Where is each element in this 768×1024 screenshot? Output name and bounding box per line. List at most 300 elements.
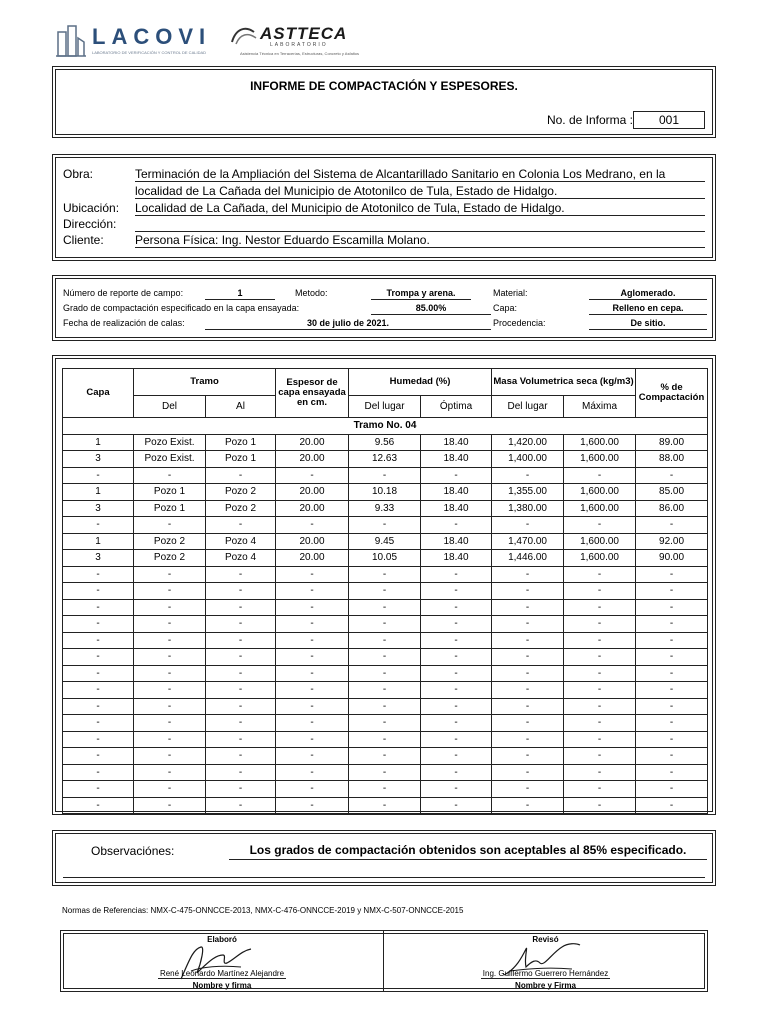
cell-hum-optima: - — [421, 616, 492, 633]
header-masa-del-lugar: Del lugar — [492, 396, 564, 418]
elaboro-label: Elaboró — [207, 935, 237, 944]
cell-espesor: 20.00 — [276, 500, 349, 517]
cell-masa-del-lugar: - — [492, 632, 564, 649]
cell-hum-del-lugar: - — [349, 599, 421, 616]
cell-hum-optima: - — [421, 665, 492, 682]
cell-hum-optima: - — [421, 599, 492, 616]
cell-compactacion: - — [636, 616, 708, 633]
cell-espesor: - — [276, 698, 349, 715]
header-logos — [56, 16, 386, 60]
cell-hum-del-lugar: - — [349, 566, 421, 583]
title-section — [52, 66, 716, 138]
cell-masa-del-lugar: - — [492, 599, 564, 616]
cell-capa: - — [63, 665, 134, 682]
cell-hum-del-lugar: 10.05 — [349, 550, 421, 567]
cell-hum-del-lugar: - — [349, 517, 421, 534]
reviso-name: Ing. Guillermo Guerrero Hernández — [482, 969, 609, 978]
table-row — [63, 484, 708, 501]
cell-hum-del-lugar: - — [349, 764, 421, 781]
cell-masa-maxima: - — [564, 682, 636, 699]
cell-masa-del-lugar: - — [492, 566, 564, 583]
reviso-subtitle: Nombre y Firma — [515, 981, 576, 990]
cell-del: - — [134, 715, 206, 732]
cell-hum-optima: 18.40 — [421, 451, 492, 468]
cell-del: - — [134, 632, 206, 649]
cell-del: - — [134, 764, 206, 781]
cell-compactacion: 88.00 — [636, 451, 708, 468]
cell-del: Pozo 1 — [134, 484, 206, 501]
cell-espesor: - — [276, 682, 349, 699]
cell-espesor: - — [276, 517, 349, 534]
cell-espesor: - — [276, 715, 349, 732]
cell-al: Pozo 2 — [206, 500, 276, 517]
cell-hum-optima: - — [421, 649, 492, 666]
cell-masa-del-lugar: - — [492, 764, 564, 781]
cell-compactacion: - — [636, 698, 708, 715]
cell-hum-optima: - — [421, 715, 492, 732]
elaboro-subtitle: Nombre y firma — [192, 981, 252, 990]
cell-compactacion: 92.00 — [636, 533, 708, 550]
cell-hum-del-lugar: - — [349, 748, 421, 765]
cell-espesor: - — [276, 632, 349, 649]
cell-espesor: - — [276, 583, 349, 600]
cell-hum-del-lugar: 12.63 — [349, 451, 421, 468]
cell-del: Pozo 2 — [134, 550, 206, 567]
fecha-label: Fecha de realización de calas: — [63, 318, 185, 328]
cell-del: - — [134, 616, 206, 633]
cell-hum-del-lugar: - — [349, 797, 421, 814]
cell-hum-optima: - — [421, 517, 492, 534]
reporte-campo-value: 1 — [205, 288, 275, 300]
cell-al: Pozo 2 — [206, 484, 276, 501]
cell-al: - — [206, 748, 276, 765]
asttec-lab-label: LABORATORIO — [270, 42, 328, 48]
header-masa: Masa Volumetrica seca (kg/m3) — [492, 369, 636, 396]
elaboro-signature-line — [158, 978, 287, 979]
table-row — [63, 550, 708, 567]
cell-al: - — [206, 566, 276, 583]
table-row — [63, 731, 708, 748]
cell-masa-maxima: 1,600.00 — [564, 451, 636, 468]
cell-del: - — [134, 665, 206, 682]
header-compactacion: % de Compactación — [636, 369, 708, 418]
cell-hum-optima: - — [421, 566, 492, 583]
cell-hum-del-lugar: - — [349, 616, 421, 633]
field-info-section — [52, 275, 716, 341]
cell-hum-optima: - — [421, 781, 492, 798]
cell-compactacion: - — [636, 599, 708, 616]
cell-capa: - — [63, 764, 134, 781]
table-row — [63, 715, 708, 732]
table-row — [63, 764, 708, 781]
cell-capa: - — [63, 616, 134, 633]
cell-masa-maxima: - — [564, 731, 636, 748]
capa-value: Relleno en cepa. — [589, 303, 707, 315]
material-label: Material: — [493, 288, 528, 298]
lacovi-subtitle: LABORATORIO DE VERIFICACIÓN Y CONTROL DE CALIDAD — [92, 50, 207, 55]
cell-hum-optima: - — [421, 731, 492, 748]
observations-label: Observaciónes: — [91, 844, 175, 858]
cell-del: - — [134, 748, 206, 765]
cell-del: - — [134, 649, 206, 666]
cell-masa-maxima: 1,600.00 — [564, 533, 636, 550]
cell-espesor: - — [276, 764, 349, 781]
cell-capa: 1 — [63, 533, 134, 550]
cell-masa-maxima: - — [564, 616, 636, 633]
cell-del: - — [134, 797, 206, 814]
cell-del: - — [134, 583, 206, 600]
cell-espesor: - — [276, 616, 349, 633]
normas-reference: Normas de Referencias: NMX-C-475-ONNCCE-2013, NMX-C-476-ONNCCE-2019 y NMX-C-507-ONNCCE-2015 — [62, 906, 464, 915]
direccion-underline — [135, 231, 705, 232]
cell-del: - — [134, 599, 206, 616]
cell-al: - — [206, 797, 276, 814]
cell-compactacion: - — [636, 715, 708, 732]
cell-capa: 3 — [63, 451, 134, 468]
table-row — [63, 434, 708, 451]
cell-capa: - — [63, 599, 134, 616]
cell-compactacion: 85.00 — [636, 484, 708, 501]
cell-masa-del-lugar: - — [492, 583, 564, 600]
cell-espesor: 20.00 — [276, 434, 349, 451]
informe-number-label: No. de Informa : — [546, 113, 633, 127]
cell-del: - — [134, 467, 206, 484]
cell-masa-maxima: 1,600.00 — [564, 500, 636, 517]
cell-al: - — [206, 583, 276, 600]
table-row — [63, 599, 708, 616]
cell-masa-del-lugar: - — [492, 665, 564, 682]
cell-capa: - — [63, 583, 134, 600]
cell-hum-del-lugar: 9.56 — [349, 434, 421, 451]
cell-espesor: 20.00 — [276, 451, 349, 468]
cell-espesor: - — [276, 649, 349, 666]
cell-capa: - — [63, 566, 134, 583]
header-al: Al — [206, 396, 276, 418]
material-value: Aglomerado. — [589, 288, 707, 300]
cell-al: - — [206, 781, 276, 798]
cell-hum-optima: 18.40 — [421, 550, 492, 567]
obra-label: Obra: — [63, 167, 94, 181]
cell-compactacion: - — [636, 467, 708, 484]
cell-masa-maxima: - — [564, 748, 636, 765]
ubicacion-underline — [135, 215, 705, 216]
cell-masa-del-lugar: 1,400.00 — [492, 451, 564, 468]
table-row — [63, 566, 708, 583]
asttec-logo — [230, 20, 386, 60]
cell-al: Pozo 1 — [206, 451, 276, 468]
cell-hum-optima: - — [421, 748, 492, 765]
cell-masa-maxima: - — [564, 583, 636, 600]
cell-masa-del-lugar: - — [492, 616, 564, 633]
lacovi-wordmark: LACOVI — [92, 24, 212, 49]
cell-hum-optima: - — [421, 797, 492, 814]
cell-capa: 3 — [63, 550, 134, 567]
cell-compactacion: - — [636, 748, 708, 765]
cell-capa: - — [63, 781, 134, 798]
obra-value-line1: Terminación de la Ampliación del Sistema de Alcantarillado Sanitario en Colonia Los Medrano, en la — [135, 167, 666, 181]
cell-masa-del-lugar: - — [492, 467, 564, 484]
cell-masa-del-lugar: - — [492, 649, 564, 666]
cell-espesor: - — [276, 797, 349, 814]
compaction-table — [62, 368, 708, 814]
table-row — [63, 517, 708, 534]
cell-del: - — [134, 698, 206, 715]
cell-masa-maxima: 1,600.00 — [564, 484, 636, 501]
cell-espesor: 20.00 — [276, 533, 349, 550]
cell-compactacion: - — [636, 583, 708, 600]
cell-masa-del-lugar: 1,355.00 — [492, 484, 564, 501]
cell-masa-maxima: - — [564, 517, 636, 534]
cell-hum-del-lugar: - — [349, 632, 421, 649]
cell-hum-del-lugar: 9.45 — [349, 533, 421, 550]
cell-masa-maxima: - — [564, 649, 636, 666]
cell-hum-del-lugar: - — [349, 781, 421, 798]
cliente-value: Persona Física: Ing. Nestor Eduardo Escamilla Molano. — [135, 233, 430, 247]
header-capa: Capa — [63, 369, 134, 418]
cell-hum-optima: - — [421, 583, 492, 600]
cell-masa-del-lugar: 1,380.00 — [492, 500, 564, 517]
table-row — [63, 698, 708, 715]
metodo-value: Trompa y arena. — [371, 288, 471, 300]
cell-al: - — [206, 698, 276, 715]
informe-number-value: 001 — [633, 111, 705, 129]
cell-hum-optima: - — [421, 698, 492, 715]
table-row — [63, 781, 708, 798]
cell-hum-optima: 18.40 — [421, 484, 492, 501]
cell-masa-del-lugar: - — [492, 682, 564, 699]
lacovi-logo — [56, 18, 216, 58]
cell-del: Pozo Exist. — [134, 451, 206, 468]
header-humedad: Humedad (%) — [349, 369, 492, 396]
cell-al: Pozo 1 — [206, 434, 276, 451]
cell-compactacion: - — [636, 682, 708, 699]
cell-al: - — [206, 632, 276, 649]
cell-al: - — [206, 715, 276, 732]
procedencia-value: De sitio. — [589, 318, 707, 330]
cell-espesor: - — [276, 467, 349, 484]
cell-del: - — [134, 682, 206, 699]
obra-underline-1 — [135, 181, 705, 182]
cell-masa-del-lugar: - — [492, 698, 564, 715]
cell-hum-optima: - — [421, 467, 492, 484]
cell-capa: - — [63, 467, 134, 484]
elaboro-column — [61, 931, 384, 991]
cell-capa: - — [63, 698, 134, 715]
observations-section — [52, 830, 716, 886]
asttec-subtitle: Asistencia Técnica en Terracerías, Estructuras, Concreto y Asfaltos — [240, 51, 360, 56]
cell-compactacion: - — [636, 665, 708, 682]
header-tramo: Tramo — [134, 369, 276, 396]
lacovi-building-icon — [56, 22, 86, 58]
cell-espesor: - — [276, 599, 349, 616]
cell-hum-del-lugar: - — [349, 731, 421, 748]
ubicacion-value: Localidad de La Cañada, del Municipio de Atotonilco de Tula, Estado de Hidalgo. — [135, 201, 565, 215]
cell-al: - — [206, 616, 276, 633]
direccion-label: Dirección: — [63, 217, 117, 231]
cell-compactacion: 90.00 — [636, 550, 708, 567]
table-row — [63, 616, 708, 633]
cell-masa-del-lugar: - — [492, 715, 564, 732]
cell-espesor: - — [276, 665, 349, 682]
signatures-section — [60, 930, 708, 992]
procedencia-label: Procedencia: — [493, 318, 546, 328]
cell-compactacion: - — [636, 781, 708, 798]
reviso-signature-line — [481, 978, 610, 979]
cell-del: Pozo 2 — [134, 533, 206, 550]
cell-masa-maxima: 1,600.00 — [564, 434, 636, 451]
cell-hum-del-lugar: 10.18 — [349, 484, 421, 501]
header-del: Del — [134, 396, 206, 418]
table-row — [63, 451, 708, 468]
cliente-underline — [135, 247, 705, 248]
cell-hum-optima: - — [421, 682, 492, 699]
cell-masa-del-lugar: 1,420.00 — [492, 434, 564, 451]
cell-compactacion: - — [636, 632, 708, 649]
cell-del: - — [134, 517, 206, 534]
fecha-value: 30 de julio de 2021. — [205, 318, 491, 330]
cell-capa: - — [63, 632, 134, 649]
cell-capa: - — [63, 797, 134, 814]
header-hum-del-lugar: Del lugar — [349, 396, 421, 418]
cell-masa-maxima: - — [564, 566, 636, 583]
cell-masa-maxima: - — [564, 698, 636, 715]
cell-compactacion: - — [636, 566, 708, 583]
cell-espesor: - — [276, 566, 349, 583]
project-info-section — [52, 154, 716, 261]
grado-value: 85.00% — [371, 303, 491, 315]
table-row — [63, 665, 708, 682]
cell-capa: - — [63, 517, 134, 534]
metodo-label: Metodo: — [295, 288, 328, 298]
cell-al: - — [206, 731, 276, 748]
obra-underline-2 — [135, 198, 705, 199]
cell-hum-optima: 18.40 — [421, 533, 492, 550]
table-row — [63, 649, 708, 666]
cell-capa: - — [63, 649, 134, 666]
table-row — [63, 533, 708, 550]
cell-al: - — [206, 517, 276, 534]
cell-masa-del-lugar: 1,470.00 — [492, 533, 564, 550]
table-row — [63, 467, 708, 484]
asttec-swirl-icon — [230, 24, 258, 46]
table-row — [63, 682, 708, 699]
elaboro-name: René Leonardo Martínez Alejandre — [159, 969, 285, 978]
cell-al: - — [206, 467, 276, 484]
table-row — [63, 748, 708, 765]
cell-del: Pozo Exist. — [134, 434, 206, 451]
cell-masa-maxima: - — [564, 781, 636, 798]
observations-text: Los grados de compactación obtenidos son aceptables al 85% especificado. — [229, 843, 707, 860]
cell-masa-maxima: - — [564, 715, 636, 732]
cell-capa: - — [63, 682, 134, 699]
cell-del: Pozo 1 — [134, 500, 206, 517]
cell-masa-maxima: - — [564, 632, 636, 649]
cell-hum-del-lugar: - — [349, 715, 421, 732]
table-row — [63, 500, 708, 517]
header-hum-optima: Óptima — [421, 396, 492, 418]
table-row — [63, 583, 708, 600]
cell-al: - — [206, 764, 276, 781]
cell-espesor: 20.00 — [276, 550, 349, 567]
grado-label: Grado de compactación especificado en la capa ensayada: — [63, 303, 300, 313]
header-masa-maxima: Máxima — [564, 396, 636, 418]
table-row — [63, 797, 708, 814]
report-title: INFORME DE COMPACTACIÓN Y ESPESORES. — [250, 79, 518, 93]
cell-compactacion: - — [636, 797, 708, 814]
cell-masa-maxima: 1,600.00 — [564, 550, 636, 567]
cell-hum-optima: - — [421, 764, 492, 781]
tramo-title: Tramo No. 04 — [63, 418, 708, 435]
cell-compactacion: - — [636, 731, 708, 748]
table-row — [63, 632, 708, 649]
reporte-campo-label: Número de reporte de campo: — [63, 288, 184, 298]
reviso-column — [384, 931, 707, 991]
cell-hum-del-lugar: - — [349, 583, 421, 600]
cell-capa: 1 — [63, 434, 134, 451]
cell-compactacion: - — [636, 649, 708, 666]
cell-espesor: - — [276, 731, 349, 748]
cell-hum-del-lugar: - — [349, 698, 421, 715]
capa-label: Capa: — [493, 303, 518, 313]
cell-hum-del-lugar: - — [349, 649, 421, 666]
cell-masa-del-lugar: - — [492, 797, 564, 814]
obra-value-line2: localidad de La Cañada del Municipio de Atotonilco de Tula, Estado de Hidalgo. — [135, 184, 558, 198]
observations-underline — [63, 877, 705, 878]
cell-al: - — [206, 682, 276, 699]
cell-hum-del-lugar: 9.33 — [349, 500, 421, 517]
cell-compactacion: - — [636, 517, 708, 534]
cell-masa-del-lugar: - — [492, 781, 564, 798]
cell-compactacion: 86.00 — [636, 500, 708, 517]
cell-hum-del-lugar: - — [349, 467, 421, 484]
cell-al: - — [206, 649, 276, 666]
cliente-label: Cliente: — [63, 233, 104, 247]
cell-capa: - — [63, 748, 134, 765]
asttec-wordmark: ASTTECA — [260, 24, 348, 43]
cell-masa-maxima: - — [564, 467, 636, 484]
cell-masa-maxima: - — [564, 764, 636, 781]
cell-del: - — [134, 781, 206, 798]
cell-espesor: 20.00 — [276, 484, 349, 501]
cell-masa-del-lugar: - — [492, 731, 564, 748]
cell-hum-del-lugar: - — [349, 665, 421, 682]
cell-al: - — [206, 599, 276, 616]
cell-masa-del-lugar: - — [492, 748, 564, 765]
cell-al: Pozo 4 — [206, 550, 276, 567]
cell-hum-del-lugar: - — [349, 682, 421, 699]
cell-masa-del-lugar: - — [492, 517, 564, 534]
cell-espesor: - — [276, 781, 349, 798]
reviso-label: Revisó — [532, 935, 559, 944]
cell-compactacion: 89.00 — [636, 434, 708, 451]
cell-capa: 3 — [63, 500, 134, 517]
cell-compactacion: - — [636, 764, 708, 781]
compaction-table-section — [52, 355, 716, 815]
cell-masa-maxima: - — [564, 599, 636, 616]
cell-hum-optima: 18.40 — [421, 434, 492, 451]
cell-masa-maxima: - — [564, 797, 636, 814]
cell-del: - — [134, 566, 206, 583]
cell-masa-del-lugar: 1,446.00 — [492, 550, 564, 567]
cell-al: - — [206, 665, 276, 682]
cell-capa: - — [63, 715, 134, 732]
ubicacion-label: Ubicación: — [63, 201, 120, 215]
cell-del: - — [134, 731, 206, 748]
cell-capa: - — [63, 731, 134, 748]
cell-hum-optima: - — [421, 632, 492, 649]
cell-capa: 1 — [63, 484, 134, 501]
cell-al: Pozo 4 — [206, 533, 276, 550]
